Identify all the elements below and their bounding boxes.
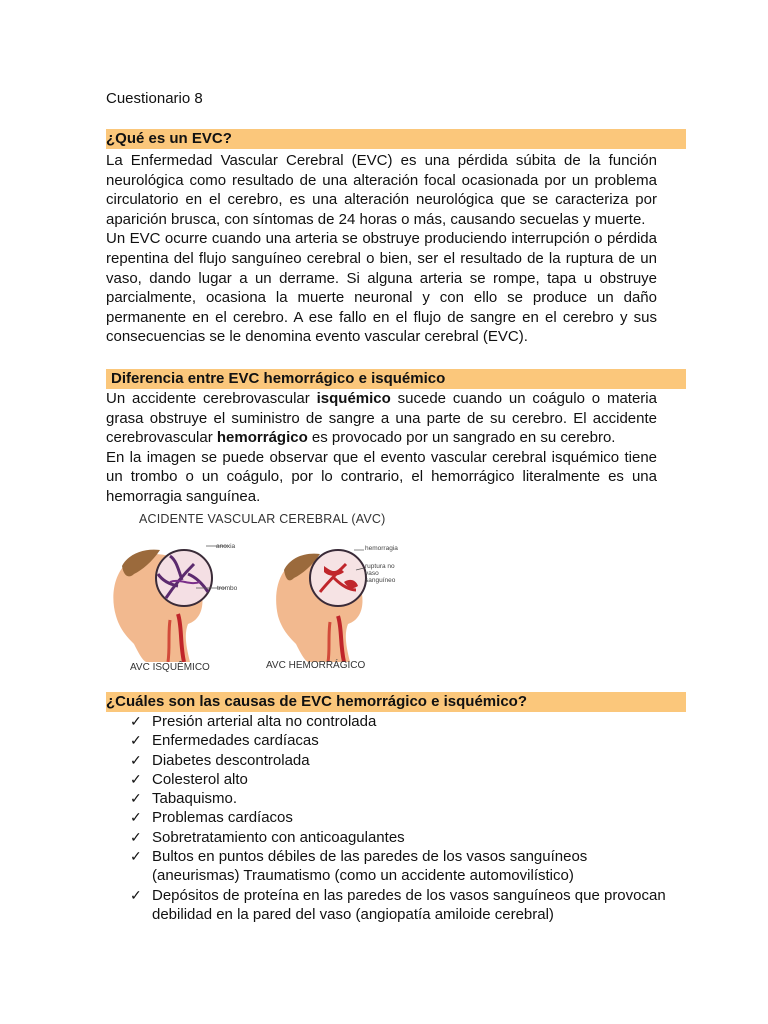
checkmark-icon: ✓ xyxy=(130,828,142,845)
bold-term-isquemico: isquémico xyxy=(316,390,391,407)
figure-label-trombo: trombo xyxy=(217,585,238,592)
figure-caption-hemorragico: AVC HEMORRÁGICO xyxy=(266,660,366,671)
text-run: es provocado por un sangrado en su cerebro. xyxy=(307,429,616,447)
figure-label-anoxia: anoxia xyxy=(216,543,236,550)
figure-title: ACIDENTE VASCULAR CEREBRAL (AVC) xyxy=(139,512,386,526)
text-run: Un accidente cerebrovascular xyxy=(106,390,317,407)
cause-item xyxy=(130,712,670,731)
figure-label-hemorragia: hemorragia xyxy=(365,545,398,552)
checkmark-icon: ✓ xyxy=(130,770,142,787)
document-title: Cuestionario 8 xyxy=(106,90,203,107)
cause-text: Bultos en puntos débiles de las paredes de los vasos sanguíneos (aneurismas) Traumatismo (como un accidente automovilístico) xyxy=(152,848,588,885)
figure-label-ruptura: ruptura no vaso sanguíneo xyxy=(365,563,396,584)
text-run: sucede cuando un coágulo o materia grasa obstruye el suministro de sangre a una parte de su cerebro. El accidente cerebrovascular xyxy=(106,390,657,447)
checkmark-icon: ✓ xyxy=(130,790,142,807)
cause-text: Tabaquismo. xyxy=(152,790,238,808)
hemorrhagic-head-illustration xyxy=(276,550,366,662)
section-heading-causes xyxy=(106,692,686,712)
paragraph: Un EVC ocurre cuando una arteria se obstruye produciendo interrupción o pérdida repentina del flujo sanguíneo cerebral o bien, ser el resultado de la ruptura de un vaso, dando lugar a un derrame. Si alguna arteria se rompe, tapa u obstruye parcialmente, ocasiona la muerte neuronal y con ello se produce un daño permanente en el cerebro. A ese fallo en el flujo de sangre en el cerebro y sus consecuencias se le denomina evento vascular cerebral (EVC). xyxy=(106,230,657,346)
paragraph: La Enfermedad Vascular Cerebral (EVC) es una pérdida súbita de la función neurológica como resultado de una alteración focal ocasionada por un problema circulatorio en el cerebro, es una alteración neurológica que se caracteriza por aparición brusca, con síntomas de 24 horas o más, causando secuelas y muerte. xyxy=(106,152,657,228)
section-1-body xyxy=(106,151,657,347)
paragraph: En la imagen se puede observar que el evento vascular cerebral isquémico tiene un trombo o un coágulo, por lo contrario, el hemorrágico literalmente es una hemorragia sanguínea. xyxy=(106,448,657,505)
checkmark-icon: ✓ xyxy=(130,713,142,729)
cause-item xyxy=(130,808,670,827)
cause-text: Enfermedades cardíacas xyxy=(152,732,319,750)
paragraph xyxy=(106,389,657,448)
checkmark-icon: ✓ xyxy=(130,809,142,826)
section-2-body xyxy=(106,389,657,507)
checkmark-icon: ✓ xyxy=(130,751,142,768)
cause-text: Colesterol alto xyxy=(152,770,248,788)
cause-item xyxy=(130,847,670,886)
cause-text: Presión arterial alta no controlada xyxy=(152,713,377,730)
cause-item xyxy=(130,886,670,925)
section-heading-text: Diferencia entre EVC hemorrágico e isquémico xyxy=(111,370,446,387)
cause-item xyxy=(130,770,670,789)
bold-term-hemorragico: hemorrágico xyxy=(216,429,308,447)
cause-text: Depósitos de proteína en las paredes de los vasos sanguíneos que provocan debilidad en la pared del vaso (angiopatía amiloide cerebral) xyxy=(152,886,666,923)
figure-caption-isquemico: AVC ISQUÊMICO xyxy=(130,662,210,673)
checkmark-icon: ✓ xyxy=(130,848,142,865)
ischemic-head-illustration xyxy=(113,546,228,662)
causes-list xyxy=(130,712,670,924)
section-heading-difference xyxy=(106,369,686,389)
cause-item xyxy=(130,751,670,770)
stroke-illustration xyxy=(108,534,428,662)
section-heading-text: ¿Cuáles son las causas de EVC hemorrágico e isquémico? xyxy=(106,693,527,710)
checkmark-icon: ✓ xyxy=(130,886,142,903)
cause-text: Problemas cardíacos xyxy=(152,809,293,827)
cause-item xyxy=(130,828,670,847)
cause-text: Sobretratamiento con anticoagulantes xyxy=(152,828,405,846)
checkmark-icon: ✓ xyxy=(130,732,142,749)
cause-item xyxy=(130,789,670,808)
section-heading-what-is-evc xyxy=(106,129,686,149)
cause-item xyxy=(130,731,670,750)
section-heading-text: ¿Qué es un EVC? xyxy=(106,130,232,147)
cause-text: Diabetes descontrolada xyxy=(152,751,310,769)
